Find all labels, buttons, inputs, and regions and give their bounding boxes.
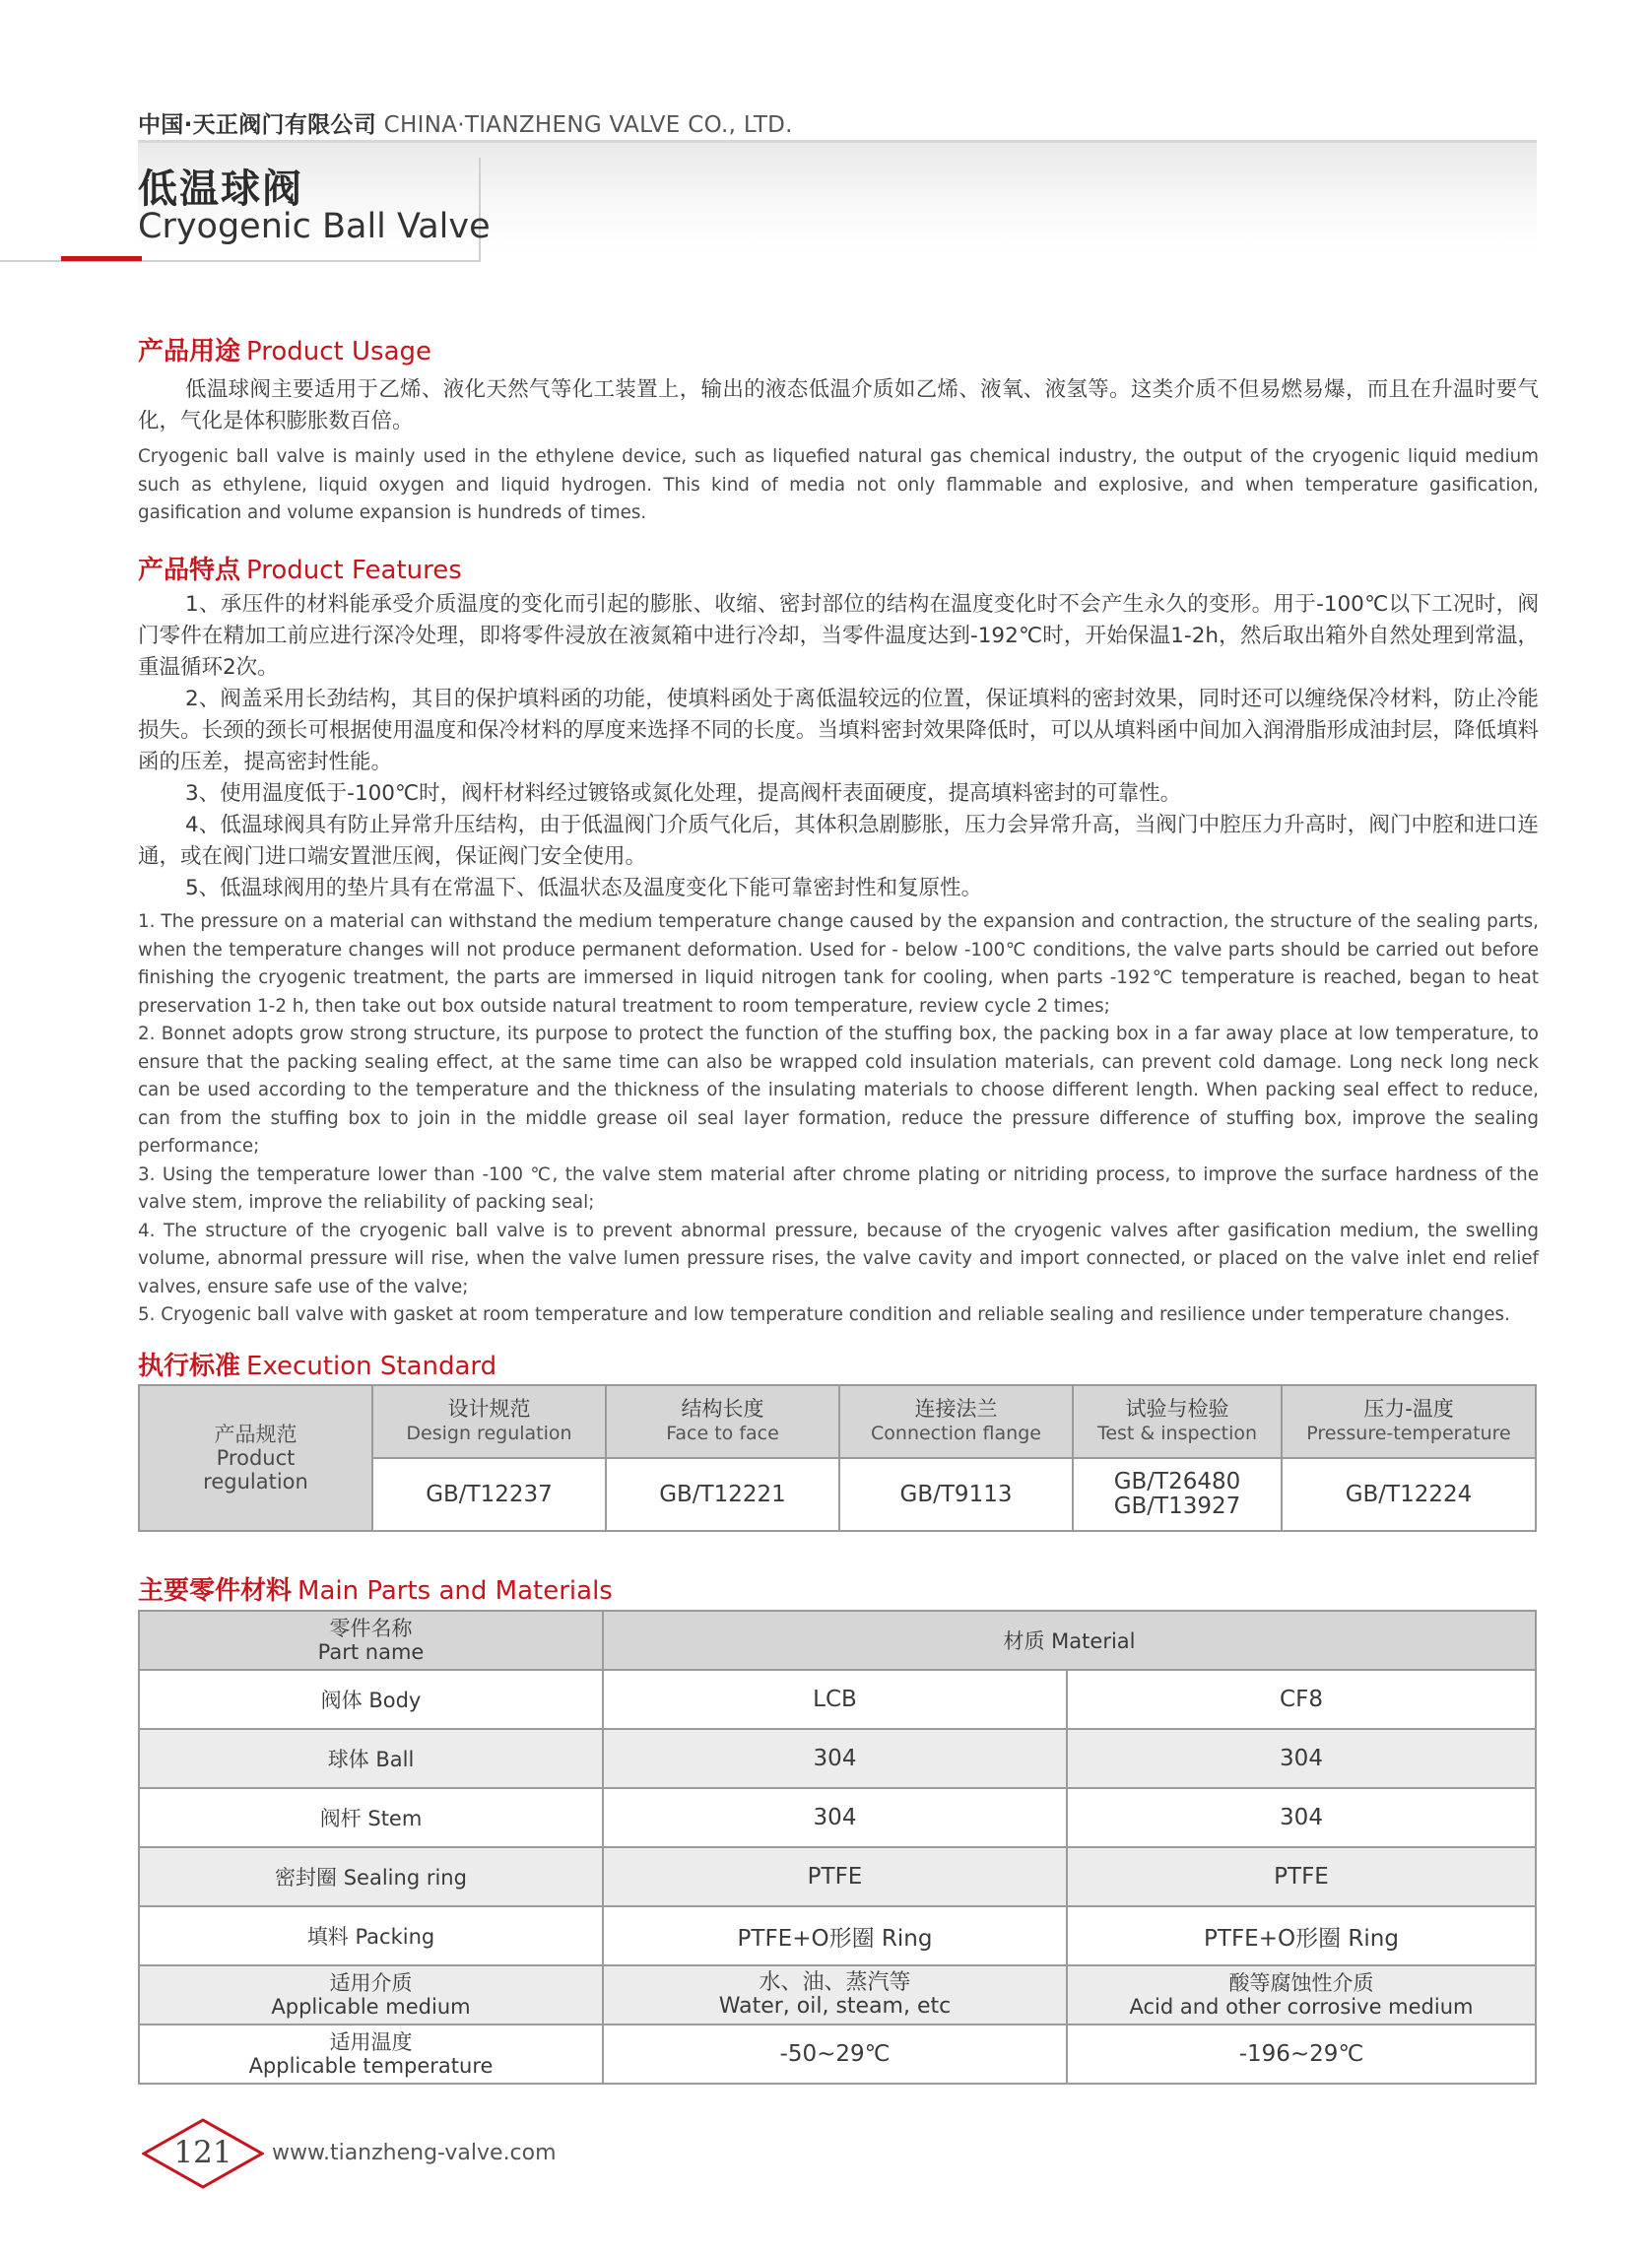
standard-value-test	[1073, 1458, 1282, 1531]
test-value-2: GB/T13927	[1113, 1494, 1241, 1519]
feature-cn-2: 2、阀盖采用长劲结构，其目的保护填料函的功能，使填料函处于离低温较远的位置，保证填料的密封效果，同时还可以缠绕保冷材料，防止冷能损失。长颈的颈长可根据使用温度和保冷材料的厚度来选择不同的长度。当填料密封效果降低时，可以从填料函中间加入润滑脂形成油封层，降低填料函的压差，提高密封性能。	[138, 687, 1539, 774]
usage-heading-en: Product Usage	[246, 337, 432, 366]
feature-en-4: 4. The structure of the cryogenic ball valve is to prevent abnormal pressure, because of the cryogenic valves after gasification medium, the swelling volume, abnormal pressure will rise, when the valve lumen pressure rises, the valve cavity and import connected, or placed on the valve inlet end relief valves, ensure safe use of the valve;	[138, 1220, 1539, 1297]
features-heading	[138, 550, 1539, 586]
connection-flange-en: Connection flange	[871, 1423, 1041, 1444]
applicable-medium-en: Applicable medium	[271, 1995, 471, 2019]
test-inspection-en: Test & inspection	[1096, 1423, 1258, 1444]
temperature-a-cell: -50~29℃	[603, 2025, 1067, 2084]
standard-table	[138, 1384, 1537, 1532]
usage-heading-cn: 产品用途	[138, 337, 241, 366]
part-name-header-cn: 零件名称	[329, 1617, 413, 1640]
company-name	[138, 106, 793, 139]
part-name-cell: 阀体 Body	[139, 1670, 603, 1729]
part-name-header-en: Part name	[317, 1640, 425, 1664]
features-heading-en: Product Features	[246, 556, 462, 585]
medium-b-cn: 酸等腐蚀性介质	[1228, 1971, 1374, 1995]
table-row	[139, 1906, 1536, 1965]
part-name-header	[139, 1611, 603, 1670]
features-heading-cn: 产品特点	[138, 556, 241, 585]
part-name-cell: 阀杆 Stem	[139, 1788, 603, 1847]
part-name-cell: 填料 Packing	[139, 1906, 603, 1965]
standard-value-design: GB/T12237	[372, 1458, 606, 1531]
medium-b-en: Acid and other corrosive medium	[1129, 1995, 1474, 2019]
standard-heading-cn: 执行标准	[138, 1352, 241, 1381]
red-accent-bar	[61, 256, 142, 261]
table-row	[139, 1965, 1536, 2025]
standard-value-pressure: GB/T12224	[1282, 1458, 1536, 1531]
standard-header-pressure	[1282, 1385, 1536, 1458]
feature-cn-3: 3、使用温度低于-100℃时，阀杆材料经过镀铬或氮化处理，提高阀杆表面硬度，提高填料密封的可靠性。	[185, 781, 1182, 806]
applicable-temperature-en: Applicable temperature	[248, 2054, 494, 2078]
feature-cn-1: 1、承压件的材料能承受介质温度的变化而引起的膨胀、收缩、密封部位的结构在温度变化时不会产生永久的变形。用于-100℃以下工况时，阀门零件在精加工前应进行深冷处理，即将零件浸放在液氮箱中进行冷却，当零件温度达到-192℃时，开始保温1-2h，然后取出箱外自然处理到常温，重温循环2次。	[138, 592, 1539, 680]
standard-value-face: GB/T12221	[606, 1458, 839, 1531]
material-a-cell: 304	[603, 1788, 1067, 1847]
materials-section	[138, 1570, 1539, 1607]
table-row	[139, 1847, 1536, 1906]
medium-a-cell	[603, 1965, 1067, 2025]
feature-en-1: 1. The pressure on a material can withstand the medium temperature change caused by the expansion and contraction, the structure of the sealing parts, when the temperature changes will not produce permanent deformation. Used for - below -100℃ conditions, the valve parts should be carried out before finishing the cryogenic treatment, the parts are immersed in liquid nitrogen tank for cooling, when parts -192℃ temperature is reached, began to heat preservation 1-2 h, then take out box outside natural treatment to room temperature, review cycle 2 times;	[138, 911, 1539, 1017]
company-name-en: CHINA·TIANZHENG VALVE CO., LTD.	[383, 112, 793, 138]
materials-heading-en: Main Parts and Materials	[297, 1576, 613, 1606]
standard-header-design	[372, 1385, 606, 1458]
material-b-cell: PTFE	[1067, 1847, 1536, 1906]
feature-en-5: 5. Cryogenic ball valve with gasket at room temperature and low temperature condition and reliable sealing and resilience under temperature changes.	[138, 1304, 1510, 1325]
page-number: 121	[173, 2135, 232, 2170]
page-title-cn: 低温球阀	[138, 166, 303, 212]
usage-text-cn: 低温球阀主要适用于乙烯、液化天然气等化工装置上，输出的液态低温介质如乙烯、液氧、液氢等。这类介质不但易燃易爆，而且在升温时要气化，气化是体积膨胀数百倍。	[138, 377, 1539, 433]
material-b-cell: 304	[1067, 1729, 1536, 1788]
face-to-face-cn: 结构长度	[681, 1397, 764, 1421]
usage-section	[138, 331, 1539, 528]
material-b-cell: PTFE+O形圈 Ring	[1067, 1906, 1536, 1965]
pressure-temperature-cn: 压力-温度	[1363, 1397, 1454, 1421]
applicable-medium-cn: 适用介质	[329, 1971, 413, 1995]
connection-flange-cn: 连接法兰	[914, 1397, 998, 1421]
standard-first-cell	[139, 1385, 372, 1531]
product-regulation-en: Product regulation	[203, 1446, 308, 1494]
standard-value-flange: GB/T9113	[839, 1458, 1073, 1531]
material-header: 材质 Material	[603, 1611, 1536, 1670]
part-name-cell: 密封圈 Sealing ring	[139, 1847, 603, 1906]
materials-heading-cn: 主要零件材料	[138, 1576, 293, 1606]
material-b-cell: CF8	[1067, 1670, 1536, 1729]
usage-heading	[138, 331, 1539, 367]
standard-header-flange	[839, 1385, 1073, 1458]
table-row	[139, 2025, 1536, 2084]
material-a-cell: PTFE+O形圈 Ring	[603, 1906, 1067, 1965]
product-regulation-cn: 产品规范	[214, 1423, 297, 1446]
material-b-cell: 304	[1067, 1788, 1536, 1847]
materials-heading	[138, 1570, 1539, 1607]
test-inspection-cn: 试验与检验	[1125, 1397, 1229, 1421]
applicable-temperature-label	[139, 2025, 603, 2084]
face-to-face-en: Face to face	[666, 1423, 779, 1444]
feature-en-3: 3. Using the temperature lower than -100 ℃, the valve stem material after chrome plating or nitriding process, to improve the surface hardness of the valve stem, improve the reliability of packing seal;	[138, 1163, 1539, 1213]
standard-heading-en: Execution Standard	[246, 1352, 497, 1381]
pressure-temperature-en: Pressure-temperature	[1306, 1423, 1511, 1444]
design-regulation-cn: 设计规范	[447, 1397, 531, 1421]
medium-a-cn: 水、油、蒸汽等	[759, 1970, 911, 1995]
design-regulation-en: Design regulation	[406, 1423, 572, 1444]
feature-cn-5: 5、低温球阀用的垫片具有在常温下、低温状态及温度变化下能可靠密封性和复原性。	[185, 876, 983, 900]
table-row	[139, 1729, 1536, 1788]
feature-en-2: 2. Bonnet adopts grow strong structure, its purpose to protect the function of the stuffing box, the packing box in a far away place at low temperature, to ensure that the packing sealing effect, at the same time can also be wrapped cold insulation materials, can prevent cold damage. Long neck long neck can be used according to the temperature and the thickness of the insulating materials to choose different length. When packing seal effect to reduce, can from the stuffing box to join in the middle grease oil seal layer formation, reduce the pressure difference of stuffing box, improve the sealing performance;	[138, 1024, 1539, 1157]
material-a-cell: 304	[603, 1729, 1067, 1788]
part-name-cell: 球体 Ball	[139, 1729, 603, 1788]
table-row	[139, 1788, 1536, 1847]
standard-heading	[138, 1346, 1539, 1382]
temperature-b-cell: -196~29℃	[1067, 2025, 1536, 2084]
materials-header-row	[139, 1611, 1536, 1670]
header-divider	[138, 140, 1537, 143]
usage-text-en: Cryogenic ball valve is mainly used in the ethylene device, such as liquefied natural gas chemical industry, the output of the cryogenic liquid medium such as ethylene, liquid oxygen and liquid hydrogen. This kind of media not only flammable and explosive, and when temperature gasification, gasification and volume expansion is hundreds of times.	[138, 446, 1539, 523]
material-a-cell: PTFE	[603, 1847, 1067, 1906]
test-value-1: GB/T26480	[1113, 1469, 1241, 1494]
materials-table	[138, 1610, 1537, 2085]
applicable-medium-label	[139, 1965, 603, 2025]
page-title-en: Cryogenic Ball Valve	[138, 207, 491, 246]
medium-b-cell	[1067, 1965, 1536, 2025]
table-row	[139, 1670, 1536, 1729]
medium-a-en: Water, oil, steam, etc	[718, 1994, 952, 2019]
feature-cn-4: 4、低温球阀具有防止异常升压结构，由于低温阀门介质气化后，其体积急剧膨胀，压力会异常升高，当阀门中腔压力升高时，阀门中腔和进口连通，或在阀门进口端安置泄压阀，保证阀门安全使用。	[138, 813, 1539, 869]
applicable-temperature-cn: 适用温度	[329, 2030, 413, 2054]
website-url: www.tianzheng-valve.com	[272, 2141, 557, 2165]
standard-header-face	[606, 1385, 839, 1458]
material-a-cell: LCB	[603, 1670, 1067, 1729]
standard-header-row	[139, 1385, 1536, 1458]
features-section	[138, 550, 1539, 1330]
standard-section	[138, 1346, 1539, 1382]
standard-header-test	[1073, 1385, 1282, 1458]
company-name-cn: 中国·天正阀门有限公司	[138, 112, 377, 138]
